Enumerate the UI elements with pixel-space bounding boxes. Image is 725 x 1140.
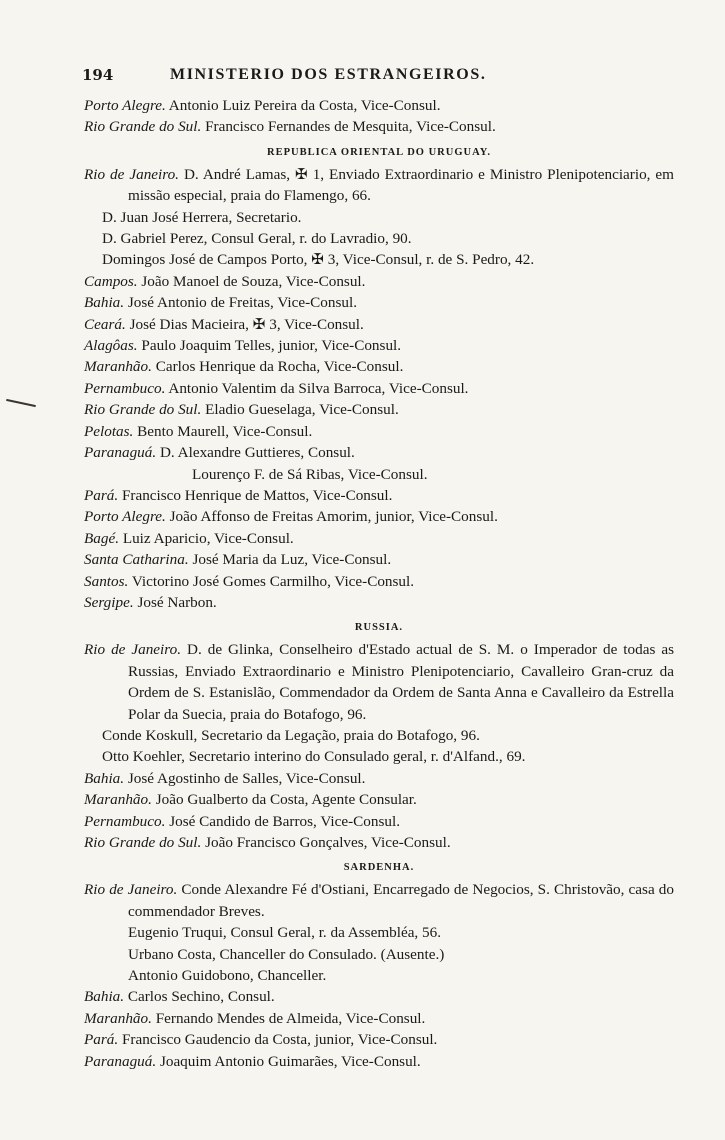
entry-text: José Candido de Barros, Vice-Consul. [165,812,401,830]
entry-line [84,832,674,853]
entry-line [84,789,674,810]
entry-line [84,506,674,527]
entry-line [84,1008,674,1029]
section-heading-sardenha: SARDENHA. [343,862,415,874]
entry-line [84,421,674,442]
entry-line [84,399,674,420]
place-name: Santos. [84,572,129,590]
entry-line [84,442,674,463]
entry-text: Carlos Sechino, Consul. [124,988,275,1006]
entry-line [84,314,674,335]
place-name: Pará. [84,486,119,504]
entry-line [84,571,674,592]
place-name: Rio de Janeiro. [84,165,179,183]
place-name: Pará. [84,1031,119,1049]
entry-text: Paulo Joaquim Telles, junior, Vice-Consul. [137,337,402,355]
place-name: Campos. [84,272,138,290]
entry-line [84,485,674,506]
entry-text: Eladio Gueselaga, Vice-Consul. [201,401,399,419]
place-name: Pelotas. [84,422,134,440]
place-name: Rio Grande do Sul. [84,834,202,851]
entry-text: José Agostinho de Salles, Vice-Consul. [124,769,366,787]
place-name: Paranaguá. [84,444,157,462]
entry-line [84,549,674,570]
staff-line: Domingos José de Campos Porto, ✠ 3, Vice-Consul, r. de S. Pedro, 42. [102,251,535,269]
place-name: Santa Catharina. [84,551,189,569]
place-name: Pernambuco. [84,379,166,397]
entry-text: Fernando Mendes de Almeida, Vice-Consul. [151,1009,426,1027]
entry-text: D. André Lamas, ✠ 1, Enviado Extraordinario e Ministro Plenipotenciario, em missão especial, praia do Flamengo, 66. [128,165,674,205]
entry-line [84,356,674,377]
entry-line [84,811,674,832]
legation-entry [84,879,674,922]
entry-text: Carlos Henrique da Rocha, Vice-Consul. [151,358,404,376]
entry-text: Bento Maurell, Vice-Consul. [133,422,313,440]
staff-line: Otto Koehler, Secretario interino do Consulado geral, r. d'Alfand., 69. [102,748,526,766]
place-name: Rio Grande do Sul. [84,401,202,419]
staff-line: D. Juan José Herrera, Secretario. [102,208,302,226]
staff-line: Antonio Guidobono, Chanceller. [128,967,327,985]
entry-line [84,528,674,549]
staff-line: D. Gabriel Perez, Consul Geral, r. do Lavradio, 90. [102,230,412,248]
place-name: Sergipe. [84,593,134,611]
place-name: Maranhão. [84,1009,152,1027]
entry-text: Joaquim Antonio Guimarães, Vice-Consul. [156,1052,421,1070]
staff-line: Urbano Costa, Chanceller do Consulado. (Ausente.) [128,945,445,963]
place-name: Bahia. [84,769,125,787]
entry-line [84,768,674,789]
entry-line [84,335,674,356]
place-name: Porto Alegre. [84,97,166,114]
entry-line [84,292,674,313]
entry-text: Francisco Henrique de Mattos, Vice-Consul. [118,486,393,504]
staff-line: Lourenço F. de Sá Ribas, Vice-Consul. [192,465,428,483]
place-name: Paranaguá. [84,1052,157,1070]
entry-text: Victorino José Gomes Carmilho, Vice-Consul. [128,572,415,590]
place-name: Rio de Janeiro. [84,881,178,899]
entry-line [84,1051,674,1072]
place-name: Pernambuco. [84,812,166,830]
place-name: Ceará. [84,315,126,333]
entry-text: José Antonio de Freitas, Vice-Consul. [124,294,358,312]
entry-text: D. de Glinka, Conselheiro d'Estado actual de S. M. o Imperador de todas as Russias, Enviado Extraordinario e Ministro Plenipotenciario, Cavalleiro Gran-cruz da Ordem de S. Estanislão, Commendador da Ordem de Santa Anna e Cavalleiro da Estrella Polar da Suecia, praia do Botafogo, 96. [128,641,674,723]
entry-line [84,116,674,137]
staff-line: Eugenio Truqui, Consul Geral, r. da Assembléa, 56. [128,924,442,942]
entry-text: D. Alexandre Guttieres, Consul. [156,444,355,462]
place-name: Porto Alegre. [84,508,166,526]
entry-line [84,986,674,1007]
place-name: Maranhão. [84,791,152,809]
entry-text: Antonio Valentim da Silva Barroca, Vice-Consul. [165,379,469,397]
place-name: Maranhão. [84,358,152,376]
entry-text: Conde Alexandre Fé d'Ostiani, Encarregado de Negocios, S. Christovão, casa do commendador Breves. [128,881,674,920]
entry-line [84,95,674,116]
entry-text: Francisco Gaudencio da Costa, junior, Vice-Consul. [118,1031,438,1049]
margin-pen-mark [6,399,36,407]
staff-line: Conde Koskull, Secretario da Legação, praia do Botafogo, 96. [102,726,480,744]
entry-text: José Narbon. [133,593,217,611]
entry-text: Luiz Aparicio, Vice-Consul. [119,529,294,547]
entry-text: José Maria da Luz, Vice-Consul. [188,551,392,569]
entry-line [84,592,674,613]
legation-entry [84,164,674,207]
page-body [84,95,674,1072]
place-name: Bahia. [84,294,125,312]
section-heading-russia: RUSSIA. [354,622,404,634]
place-name: Rio Grande do Sul. [84,118,202,136]
running-title: MINISTERIO DOS ESTRANGEIROS. [170,66,487,83]
entry-text: João Affonso de Freitas Amorim, junior, Vice-Consul. [165,508,498,526]
legation-entry [84,639,674,725]
place-name: Rio de Janeiro. [84,641,182,659]
entry-text: João Francisco Gonçalves, Vice-Consul. [201,834,451,851]
entry-line [84,378,674,399]
place-name: Bagé. [84,529,120,547]
entry-line [84,271,674,292]
entry-text: Antonio Luiz Pereira da Costa, Vice-Consul. [165,97,441,114]
entry-text: João Gualberto da Costa, Agente Consular. [151,791,417,809]
place-name: Bahia. [84,988,125,1006]
entry-text: Francisco Fernandes de Mesquita, Vice-Consul. [201,118,496,136]
page-number: 194 [82,66,114,84]
section-heading-uruguay: REPUBLICA ORIENTAL DO URUGUAY. [267,146,491,158]
entry-text: José Dias Macieira, ✠ 3, Vice-Consul. [125,315,364,333]
entry-line [84,1029,674,1050]
entry-text: João Manoel de Souza, Vice-Consul. [137,272,366,290]
page-header [82,66,662,92]
place-name: Alagôas. [84,337,138,355]
